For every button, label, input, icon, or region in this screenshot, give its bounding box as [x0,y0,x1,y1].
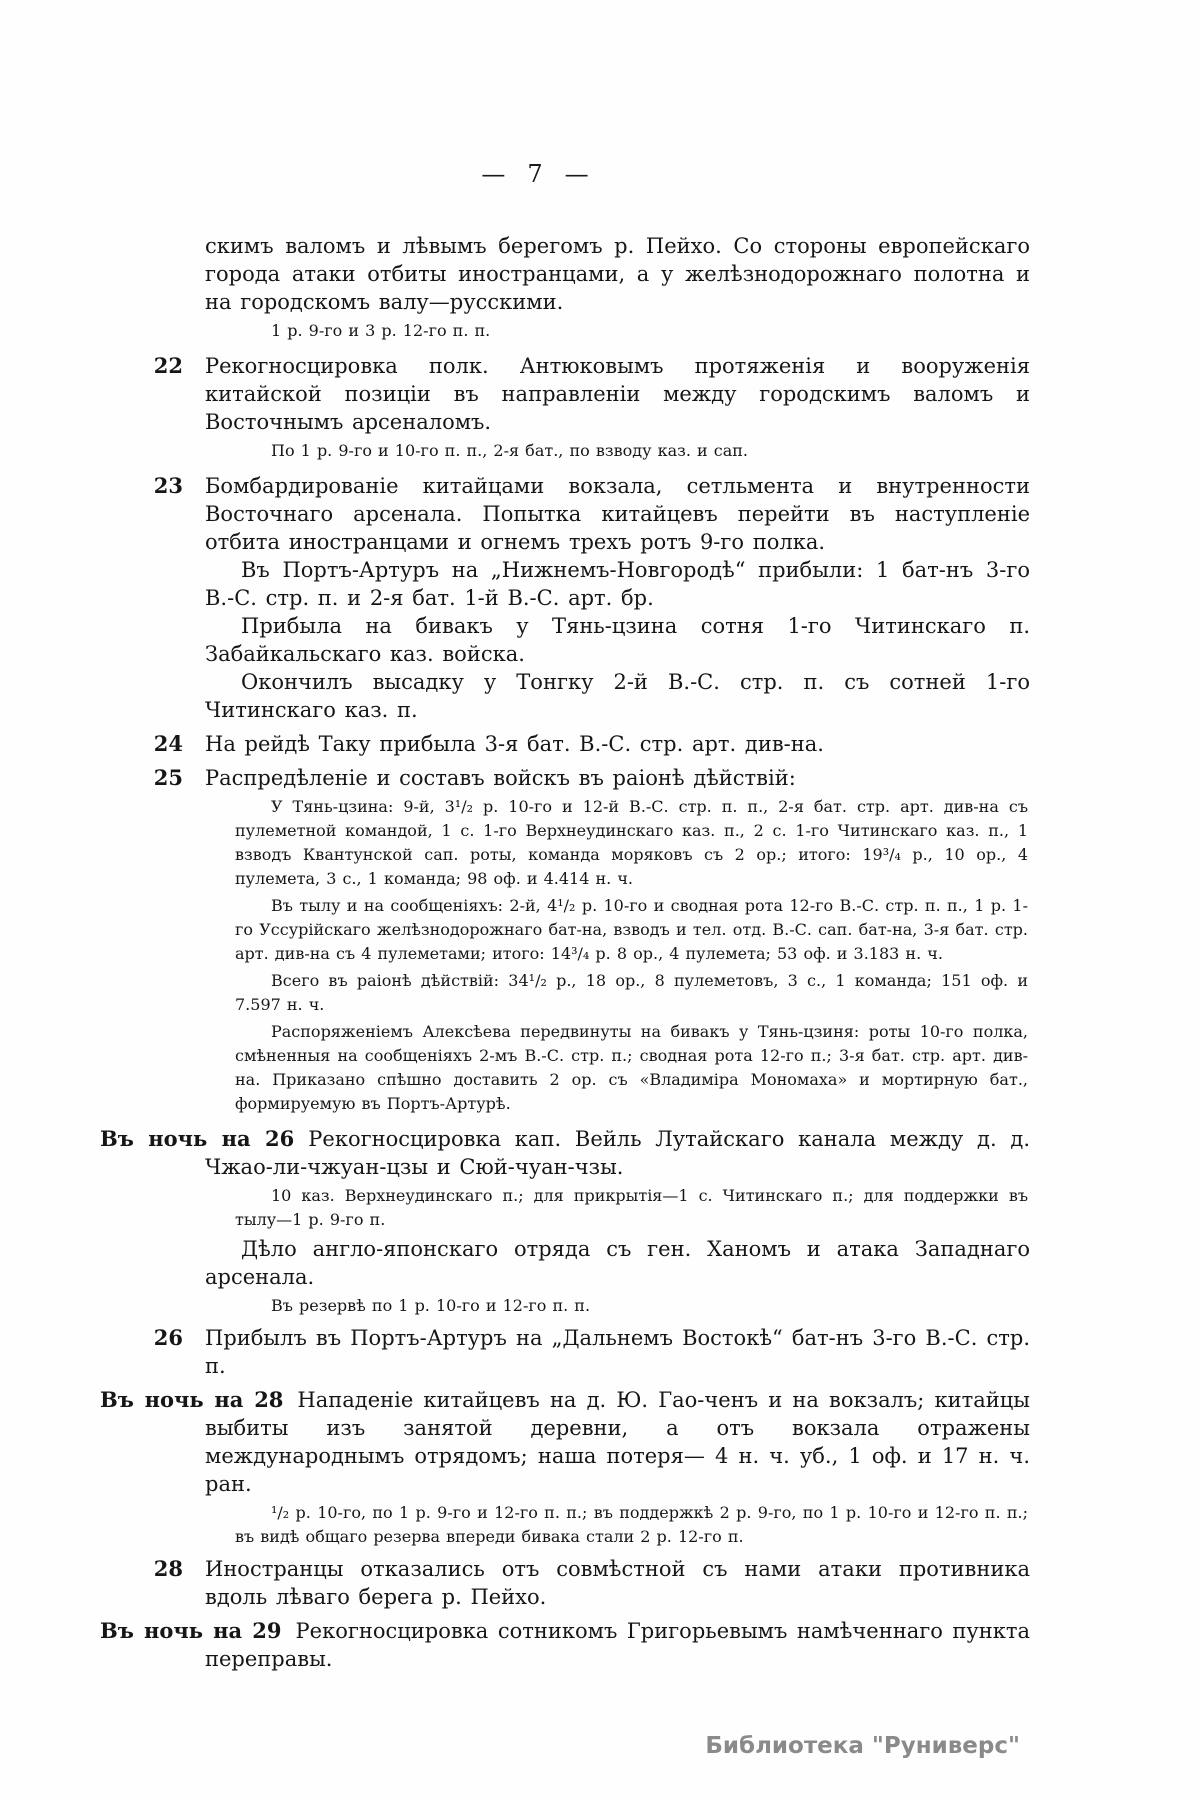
entry-note: Въ тылу и на сообщеніяхъ: 2-й, 4¹/₂ р. 10-го и сводная рота 12-го В.-С. стр. п. п., 1 р. 1-го Уссурійскаго желѣзнодорожнаго бат-на, взводъ и тел. отд. В.-С. сап. бат-на, 3-я бат. стр. арт. див-на съ 4 пулеметами; итого: 14³/₄ р. 8 ор., 4 пулемета; 53 оф. и 3.183 н. ч. [235,896,1028,963]
entry-night-29 [100,1617,1030,1673]
entry-paragraph: Иностранцы отказались отъ совмѣстной съ нами атаки противника вдоль лѣваго берега р. Пейхо. [205,1557,1030,1609]
entry-number: 23 [153,473,183,498]
entry-paragraph [100,1125,1031,1181]
entry-paragraph-text: Рекогносцировка сотникомъ Григорьевымъ намѣченнаго пункта переправы. [205,1619,1030,1671]
entry-23 [100,472,1030,724]
entry-paragraph: Рекогносцировка полк. Антюковымъ протяженія и вооруженія китайской позиціи въ направленіи между городскимъ валомъ и Восточнымъ арсеналомъ. [205,354,1030,434]
entry-note: Всего въ раіонѣ дѣйствій: 34¹/₂ р., 18 ор., 8 пулеметовъ, 3 с., 1 команда; 151 оф. и 7.597 н. ч. [235,971,1028,1014]
entry-paragraph [100,1617,1030,1673]
entry-22 [100,352,1030,466]
entry-note: По 1 р. 9-го и 10-го п. п., 2-я бат., по взводу каз. и сап. [271,441,749,460]
entry-28 [100,1555,1030,1611]
watermark-runivers: Библиотека "Руниверс" [705,1733,1020,1759]
entry-paragraph-text: Нападеніе китайцевъ на д. Ю. Гао-ченъ и на вокзалъ; китайцы выбиты изъ занятой деревни, а отъ вокзала отражены международнымъ отрядомъ; наша потеря— 4 н. ч. уб., 1 оф. и 17 н. ч. ран. [205,1388,1030,1496]
entry-number: Въ ночь на 26 [100,1126,295,1151]
entry-26 [100,1324,1030,1380]
page-body [100,232,1030,1679]
entry-paragraph: На рейдѣ Таку прибыла 3-я бат. В.-С. стр. арт. див-на. [205,732,824,756]
page-number-value: 7 [527,160,543,188]
entry-paragraph: Бомбардированіе китайцами вокзала, сетльмента и внутренности Восточнаго арсенала. Попытка китайцевъ перейти въ наступленіе отбита иностранцами и огнемъ трехъ ротъ 9-го полка. [205,474,1030,554]
entry-number: Въ ночь на 28 [100,1387,284,1412]
entry-night-26 [100,1125,1030,1318]
entry-paragraph: Прибыла на бивакъ у Тянь-цзина сотня 1-го Читинскаго п. Забайкальскаго каз. войска. [205,614,1030,666]
entry-paragraph: Дѣло англо-японскаго отряда съ ген. Ханомъ и атака Западнаго арсенала. [205,1237,1030,1289]
entry-24 [100,730,1030,758]
entry-number [100,232,205,346]
page-number-dash-left: — [481,160,506,188]
entry-paragraph: Распредѣленіе и составъ войскъ въ раіонѣ дѣйствій: [205,766,796,790]
entry-paragraph: Окончилъ высадку у Тонгку 2-й В.-С. стр. п. съ сотней 1-го Читинскаго каз. п. [205,670,1030,722]
entry-number: 22 [153,353,183,378]
entry-number: 24 [153,731,183,756]
entry-note: 10 каз. Верхнеудинскаго п.; для прикрытія—1 с. Читинскаго п.; для поддержки въ тылу—1 р. 9-го п. [235,1186,1028,1229]
entry-note: У Тянь-цзина: 9-й, 3¹/₂ р. 10-го и 12-й В.-С. стр. п. п., 2-я бат. стр. арт. див-на съ пулеметной командой, 1 с. 1-го Верхнеудинскаго каз. п., 2 с. 1-го Читинскаго каз. п., 1 взводъ Квантунской сап. роты, команда моряковъ съ 2 ор.; итого: 19³/₄ р., 10 ор., 4 пулемета, 3 с., 1 команда; 98 оф. и 4.414 н. ч. [235,797,1028,888]
entry-note: Распоряженіемъ Алексѣева передвинуты на бивакъ у Тянь-цзиня: роты 10-го полка, смѣненныя на сообщеніяхъ 2-мъ В.-С. стр. п.; сводная рота 12-го п.; 3-я бат. стр. арт. див-на. Приказано спѣшно доставить 2 ор. съ «Владиміра Мономаха» и мортирную бат., формируемую въ Портъ-Артурѣ. [235,1022,1028,1113]
entry-number: 25 [153,765,183,790]
page-number-dash-right: — [564,160,589,188]
entry-note: ¹/₂ р. 10-го, по 1 р. 9-го и 12-го п. п.; въ поддержкѣ 2 р. 9-го, по 1 р. 10-го и 12-го п. п.; въ видѣ общаго резерва впереди бивака стали 2 р. 12-го п. [235,1503,1028,1546]
entry-paragraph [100,1386,1030,1498]
entry-number: 28 [153,1556,183,1581]
entry-night-28 [100,1386,1030,1549]
entry-paragraph: Прибылъ въ Портъ-Артуръ на „Дальнемъ Востокѣ“ бат-нъ 3-го В.-С. стр. п. [205,1326,1030,1378]
entry-paragraph: скимъ валомъ и лѣвымъ берегомъ р. Пейхо. Со стороны европейскаго города атаки отбиты иностранцами, а у желѣзнодорожнаго полотна и на городскомъ валу—русскими. [205,234,1030,314]
entry-continuation [100,232,1030,346]
entry-note: Въ резервѣ по 1 р. 10-го и 12-го п. п. [271,1296,591,1315]
page-number [205,160,865,188]
entry-number: 26 [153,1325,183,1350]
entry-25 [100,764,1030,1119]
entry-note: 1 р. 9-го и 3 р. 12-го п. п. [271,321,491,340]
entry-paragraph-text: Рекогносцировка кап. Вейль Лутайскаго канала между д. д. Чжао-ли-чжуан-цзы и Сюй-чуан-чзы. [205,1127,1031,1179]
entry-number: Въ ночь на 29 [100,1618,282,1643]
entry-paragraph: Въ Портъ-Артуръ на „Нижнемъ-Новгородѣ“ прибыли: 1 бат-нъ 3-го В.-С. стр. п. и 2-я бат. 1-й В.-С. арт. бр. [205,558,1030,610]
